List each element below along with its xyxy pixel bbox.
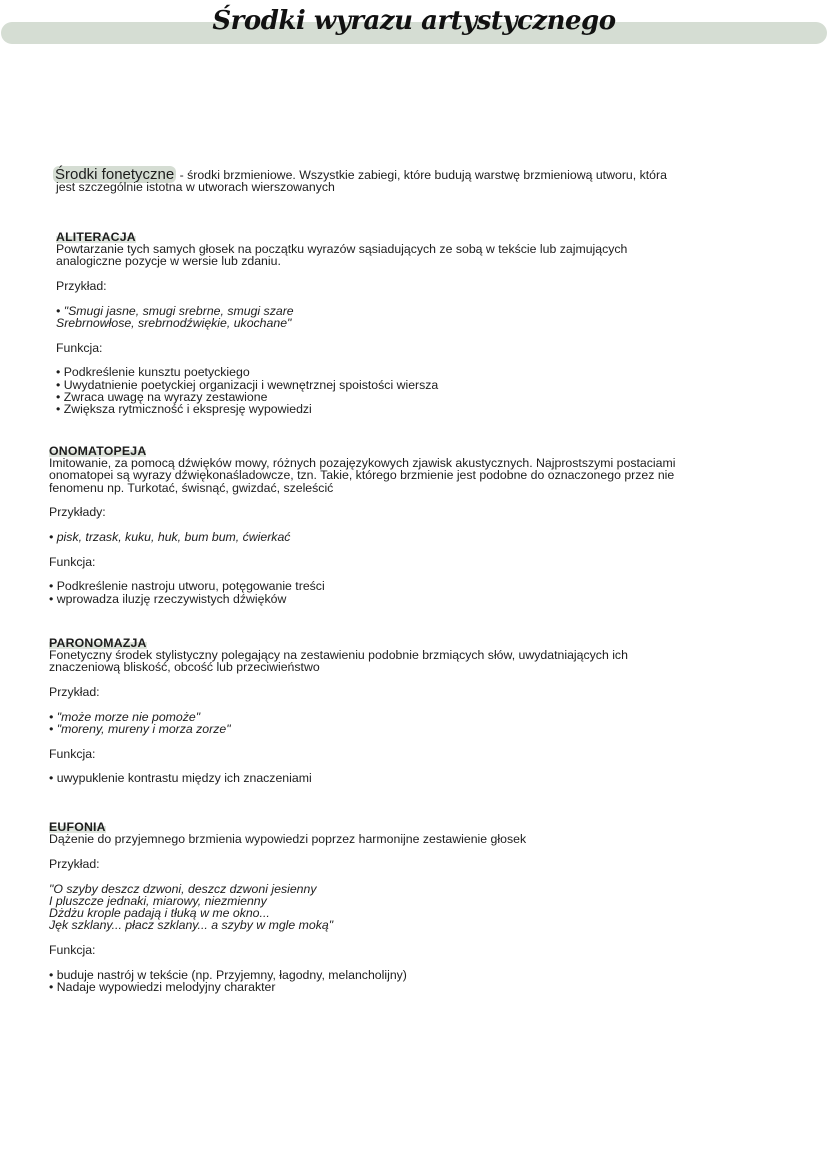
intro-text-line2: jest szczególnie istotna w utworach wierszowanych bbox=[56, 180, 335, 195]
example-line: • pisk, trzask, kuku, huk, bum bum, ćwierkać bbox=[49, 530, 291, 545]
section-description: onomatopei są wyrazy dźwiękonaśladowcze, tzn. Takie, którego brzmienie jest podobne do oznaczonego przez nie bbox=[49, 468, 675, 483]
function-item: • buduje nastrój w tekście (np. Przyjemny, łagodny, melancholijny) bbox=[49, 969, 769, 981]
section-heading: ONOMATOPEJA bbox=[49, 444, 147, 458]
example-label: Przykład: bbox=[49, 685, 100, 700]
function-item: • uwypuklenie kontrastu między ich znaczeniami bbox=[49, 772, 769, 784]
example-label: Przykład: bbox=[49, 856, 100, 871]
example-line: Jęk szklany... płacz szklany... a szyby w mgle moką" bbox=[49, 918, 334, 933]
section-description: znaczeniową bliskość, obcość lub przeciwieństwo bbox=[49, 660, 320, 675]
page-title: Środki wyrazu artystycznego bbox=[212, 6, 616, 36]
example-line: • "moreny, mureny i morza zorze" bbox=[49, 722, 231, 737]
function-label: Funkcja: bbox=[49, 554, 96, 569]
function-item: • wprowadza iluzję rzeczywistych dźwięków bbox=[49, 593, 769, 605]
function-label: Funkcja: bbox=[56, 340, 103, 355]
intro-heading: Środki fonetyczne bbox=[55, 166, 175, 183]
function-item: • Uwydatnienie poetyckiej organizacji i wewnętrznej spoistości wiersza bbox=[56, 379, 776, 391]
example-line: • "może morze nie pomoże" bbox=[49, 709, 201, 724]
example-line: • "Smugi jasne, smugi srebrne, smugi szare bbox=[56, 303, 294, 318]
section-aliteracja bbox=[56, 231, 776, 415]
function-item: • Podkreślenie kunsztu poetyckiego bbox=[56, 366, 776, 378]
intro-text: - środki brzmieniowe. Wszystkie zabiegi, które budują warstwę brzmieniową utworu, która bbox=[176, 168, 667, 182]
example-line: "O szyby deszcz dzwoni, deszcz dzwoni jesienny bbox=[49, 881, 317, 896]
example-label: Przykłady: bbox=[49, 505, 106, 520]
section-description: fenomenu np. Turkotać, świsnąć, gwizdać, szeleścić bbox=[49, 480, 334, 495]
function-item: • Zwiększa rytmiczność i ekspresję wypowiedzi bbox=[56, 403, 776, 415]
function-label: Funkcja: bbox=[49, 746, 96, 761]
example-line: Dżdżu krople padają i tłuką w me okno... bbox=[49, 906, 270, 921]
section-onomatopeja bbox=[49, 445, 769, 605]
function-label: Funkcja: bbox=[49, 942, 96, 957]
function-item: • Nadaje wypowiedzi melodyjny charakter bbox=[49, 981, 769, 993]
example-line: Srebrnowłose, srebrnodźwiękie, ukochane" bbox=[56, 316, 292, 331]
section-heading: PARONOMAZJA bbox=[49, 636, 147, 650]
section-description: analogiczne pozycje w wersie lub zdaniu. bbox=[56, 254, 281, 269]
example-line: I pluszcze jednaki, miarowy, niezmienny bbox=[49, 893, 267, 908]
section-description: Powtarzanie tych samych głosek na początku wyrazów sąsiadujących ze sobą w tekście lub zajmujących bbox=[56, 242, 628, 257]
function-item: • Podkreślenie nastroju utworu, potęgowanie treści bbox=[49, 580, 769, 592]
section-paronomazja bbox=[49, 637, 769, 785]
section-description: Fonetyczny środek stylistyczny polegający na zestawieniu podobnie brzmiących słów, uwydatniających ich bbox=[49, 648, 628, 663]
function-item: • Zwraca uwagę na wyrazy zestawione bbox=[56, 391, 776, 403]
section-eufonia bbox=[49, 821, 769, 993]
section-heading: ALITERACJA bbox=[56, 230, 136, 244]
section-description: Dążenie do przyjemnego brzmienia wypowiedzi poprzez harmonijne zestawienie głosek bbox=[49, 832, 527, 847]
section-heading: EUFONIA bbox=[49, 820, 106, 834]
section-description: Imitowanie, za pomocą dźwięków mowy, różnych pozajęzykowych zjawisk akustycznych. Najprostszymi postaciami bbox=[49, 456, 676, 471]
intro-section bbox=[55, 166, 776, 195]
example-label: Przykład: bbox=[56, 279, 107, 294]
